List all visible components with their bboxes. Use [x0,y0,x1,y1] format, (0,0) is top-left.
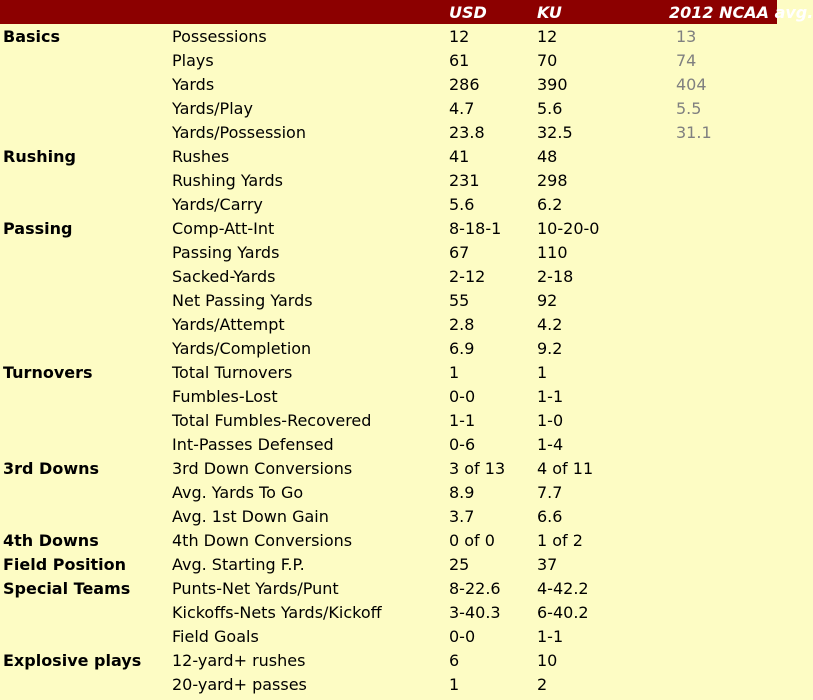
table-row [0,144,777,168]
stat-label: Yards/Completion [172,338,312,358]
usd-value: 23.8 [449,122,485,142]
table-row [0,432,777,456]
stat-label: Field Goals [172,626,259,646]
category-cell [0,624,172,648]
usd-value: 55 [449,290,470,310]
ncaa-avg-value [669,600,777,624]
usd-value: 286 [449,74,480,94]
header-usd: USD [449,0,537,24]
ku-value: 10-20-0 [537,218,600,238]
stat-label: 3rd Down Conversions [172,458,353,478]
usd-value: 3 of 13 [449,458,506,478]
ncaa-avg-value [669,552,777,576]
category-cell [0,336,172,360]
category-cell [0,264,172,288]
usd-value: 4.7 [449,98,475,118]
category-cell [0,48,172,72]
category-cell [0,96,172,120]
usd-value: 67 [449,242,470,262]
ncaa-avg-value [669,528,777,552]
ncaa-avg-value [669,648,777,672]
ku-value: 1-4 [537,434,564,454]
stat-label: 20-yard+ passes [172,674,307,694]
ku-value: 6.2 [537,194,563,214]
stat-label: Sacked-Yards [172,266,276,286]
category-cell [0,312,172,336]
usd-value: 0-6 [449,434,476,454]
category-cell: Rushing [3,146,76,166]
table-row [0,264,777,288]
stat-label: Yards/Play [172,98,253,118]
ncaa-avg-value [669,576,777,600]
ncaa-avg-value [669,624,777,648]
table-row [0,312,777,336]
usd-value: 41 [449,146,470,166]
ncaa-avg-value: 404 [676,74,707,94]
ku-value: 10 [537,650,558,670]
ku-value: 70 [537,50,558,70]
header-row [0,0,777,24]
category-cell [0,192,172,216]
category-cell: Turnovers [3,362,93,382]
ku-value: 110 [537,242,568,262]
category-cell [0,504,172,528]
usd-value: 6 [449,650,460,670]
stat-label: 4th Down Conversions [172,530,353,550]
ku-value: 1 of 2 [537,530,583,550]
ku-value: 6.6 [537,506,563,526]
table-row [0,552,777,576]
ncaa-avg-value: 31.1 [676,122,712,142]
usd-value: 8.9 [449,482,475,502]
table-row [0,648,777,672]
ku-value: 6-40.2 [537,602,589,622]
category-cell [0,480,172,504]
category-cell [0,72,172,96]
ku-value: 390 [537,74,568,94]
ncaa-avg-value [669,288,777,312]
ncaa-avg-value [669,480,777,504]
usd-value: 5.6 [449,194,475,214]
header-ku: KU [537,0,669,24]
usd-value: 3.7 [449,506,475,526]
ncaa-avg-value [669,360,777,384]
stat-label: Yards [172,74,215,94]
table-row [0,456,777,480]
ncaa-avg-value [669,408,777,432]
table-row [0,48,777,72]
header-blank-category [0,0,172,24]
table-row [0,408,777,432]
header-blank-stat [172,0,449,24]
stat-label: Net Passing Yards [172,290,313,310]
ncaa-avg-value [669,432,777,456]
stat-label: Rushes [172,146,230,166]
ku-value: 4 of 11 [537,458,594,478]
usd-value: 8-18-1 [449,218,502,238]
table-row [0,240,777,264]
table-row [0,624,777,648]
ku-value: 1 [537,362,548,382]
ncaa-avg-value [669,336,777,360]
ku-value: 7.7 [537,482,563,502]
ncaa-avg-value [669,264,777,288]
table-row [0,336,777,360]
ku-value: 37 [537,554,558,574]
table-row [0,24,777,48]
stat-label: Int-Passes Defensed [172,434,334,454]
category-cell [0,120,172,144]
table-row [0,360,777,384]
table-row [0,288,777,312]
category-cell [0,288,172,312]
table-row [0,600,777,624]
table-row [0,168,777,192]
category-cell [0,672,172,696]
usd-value: 25 [449,554,470,574]
category-cell [0,600,172,624]
ku-value: 92 [537,290,558,310]
usd-value: 3-40.3 [449,602,501,622]
stat-label: Comp-Att-Int [172,218,275,238]
ku-value: 4-42.2 [537,578,589,598]
usd-value: 231 [449,170,480,190]
ncaa-avg-value: 13 [676,26,697,46]
usd-value: 12 [449,26,470,46]
table-row [0,480,777,504]
ncaa-avg-value [669,192,777,216]
ku-value: 1-0 [537,410,564,430]
ku-value: 2-18 [537,266,574,286]
category-cell [0,168,172,192]
ncaa-avg-value [669,456,777,480]
usd-value: 2.8 [449,314,475,334]
ncaa-avg-value [669,504,777,528]
stat-label: Avg. Yards To Go [172,482,304,502]
stat-label: Avg. 1st Down Gain [172,506,329,526]
header-ncaa-avg: 2012 NCAA avg. [669,0,777,24]
ku-value: 12 [537,26,558,46]
stat-label: Yards/Possession [172,122,306,142]
usd-value: 1-1 [449,410,476,430]
ncaa-avg-value [669,144,777,168]
category-cell: Passing [3,218,73,238]
stat-label: Possessions [172,26,267,46]
stat-label: 12-yard+ rushes [172,650,306,670]
category-cell: Explosive plays [3,650,142,670]
stat-label: Kickoffs-Nets Yards/Kickoff [172,602,382,622]
ncaa-avg-value [669,672,777,696]
stat-label: Punts-Net Yards/Punt [172,578,339,598]
ku-value: 1-1 [537,626,564,646]
table-row [0,192,777,216]
ku-value: 4.2 [537,314,563,334]
usd-value: 6.9 [449,338,475,358]
category-cell [0,384,172,408]
category-cell: Special Teams [3,578,131,598]
ku-value: 298 [537,170,568,190]
ku-value: 32.5 [537,122,573,142]
stat-label: Total Turnovers [172,362,293,382]
category-cell [0,408,172,432]
table-row [0,672,777,696]
ncaa-avg-value: 74 [676,50,697,70]
usd-value: 0 of 0 [449,530,495,550]
ku-value: 1-1 [537,386,564,406]
ncaa-avg-value [669,216,777,240]
table-row [0,504,777,528]
ncaa-avg-value [669,240,777,264]
table-row [0,576,777,600]
table-row [0,96,777,120]
ku-value: 2 [537,674,548,694]
usd-value: 0-0 [449,626,476,646]
category-cell [0,432,172,456]
stat-label: Avg. Starting F.P. [172,554,305,574]
usd-value: 0-0 [449,386,476,406]
usd-value: 61 [449,50,470,70]
stat-label: Plays [172,50,214,70]
table-row [0,528,777,552]
usd-value: 8-22.6 [449,578,501,598]
ncaa-avg-value [669,168,777,192]
usd-value: 1 [449,362,460,382]
usd-value: 1 [449,674,460,694]
stat-label: Yards/Carry [172,194,263,214]
stat-label: Fumbles-Lost [172,386,278,406]
stat-label: Total Fumbles-Recovered [172,410,372,430]
ncaa-avg-value [669,384,777,408]
table-row [0,384,777,408]
table-row [0,216,777,240]
category-cell [0,240,172,264]
ku-value: 9.2 [537,338,563,358]
category-cell: 3rd Downs [3,458,100,478]
category-cell: 4th Downs [3,530,99,550]
usd-value: 2-12 [449,266,486,286]
table-row [0,72,777,96]
ncaa-avg-value [669,312,777,336]
stat-label: Yards/Attempt [172,314,285,334]
stat-label: Passing Yards [172,242,280,262]
ncaa-avg-value: 5.5 [676,98,702,118]
table-row [0,120,777,144]
stat-label: Rushing Yards [172,170,284,190]
category-cell: Basics [3,26,61,46]
ku-value: 48 [537,146,558,166]
ku-value: 5.6 [537,98,563,118]
category-cell: Field Position [3,554,127,574]
